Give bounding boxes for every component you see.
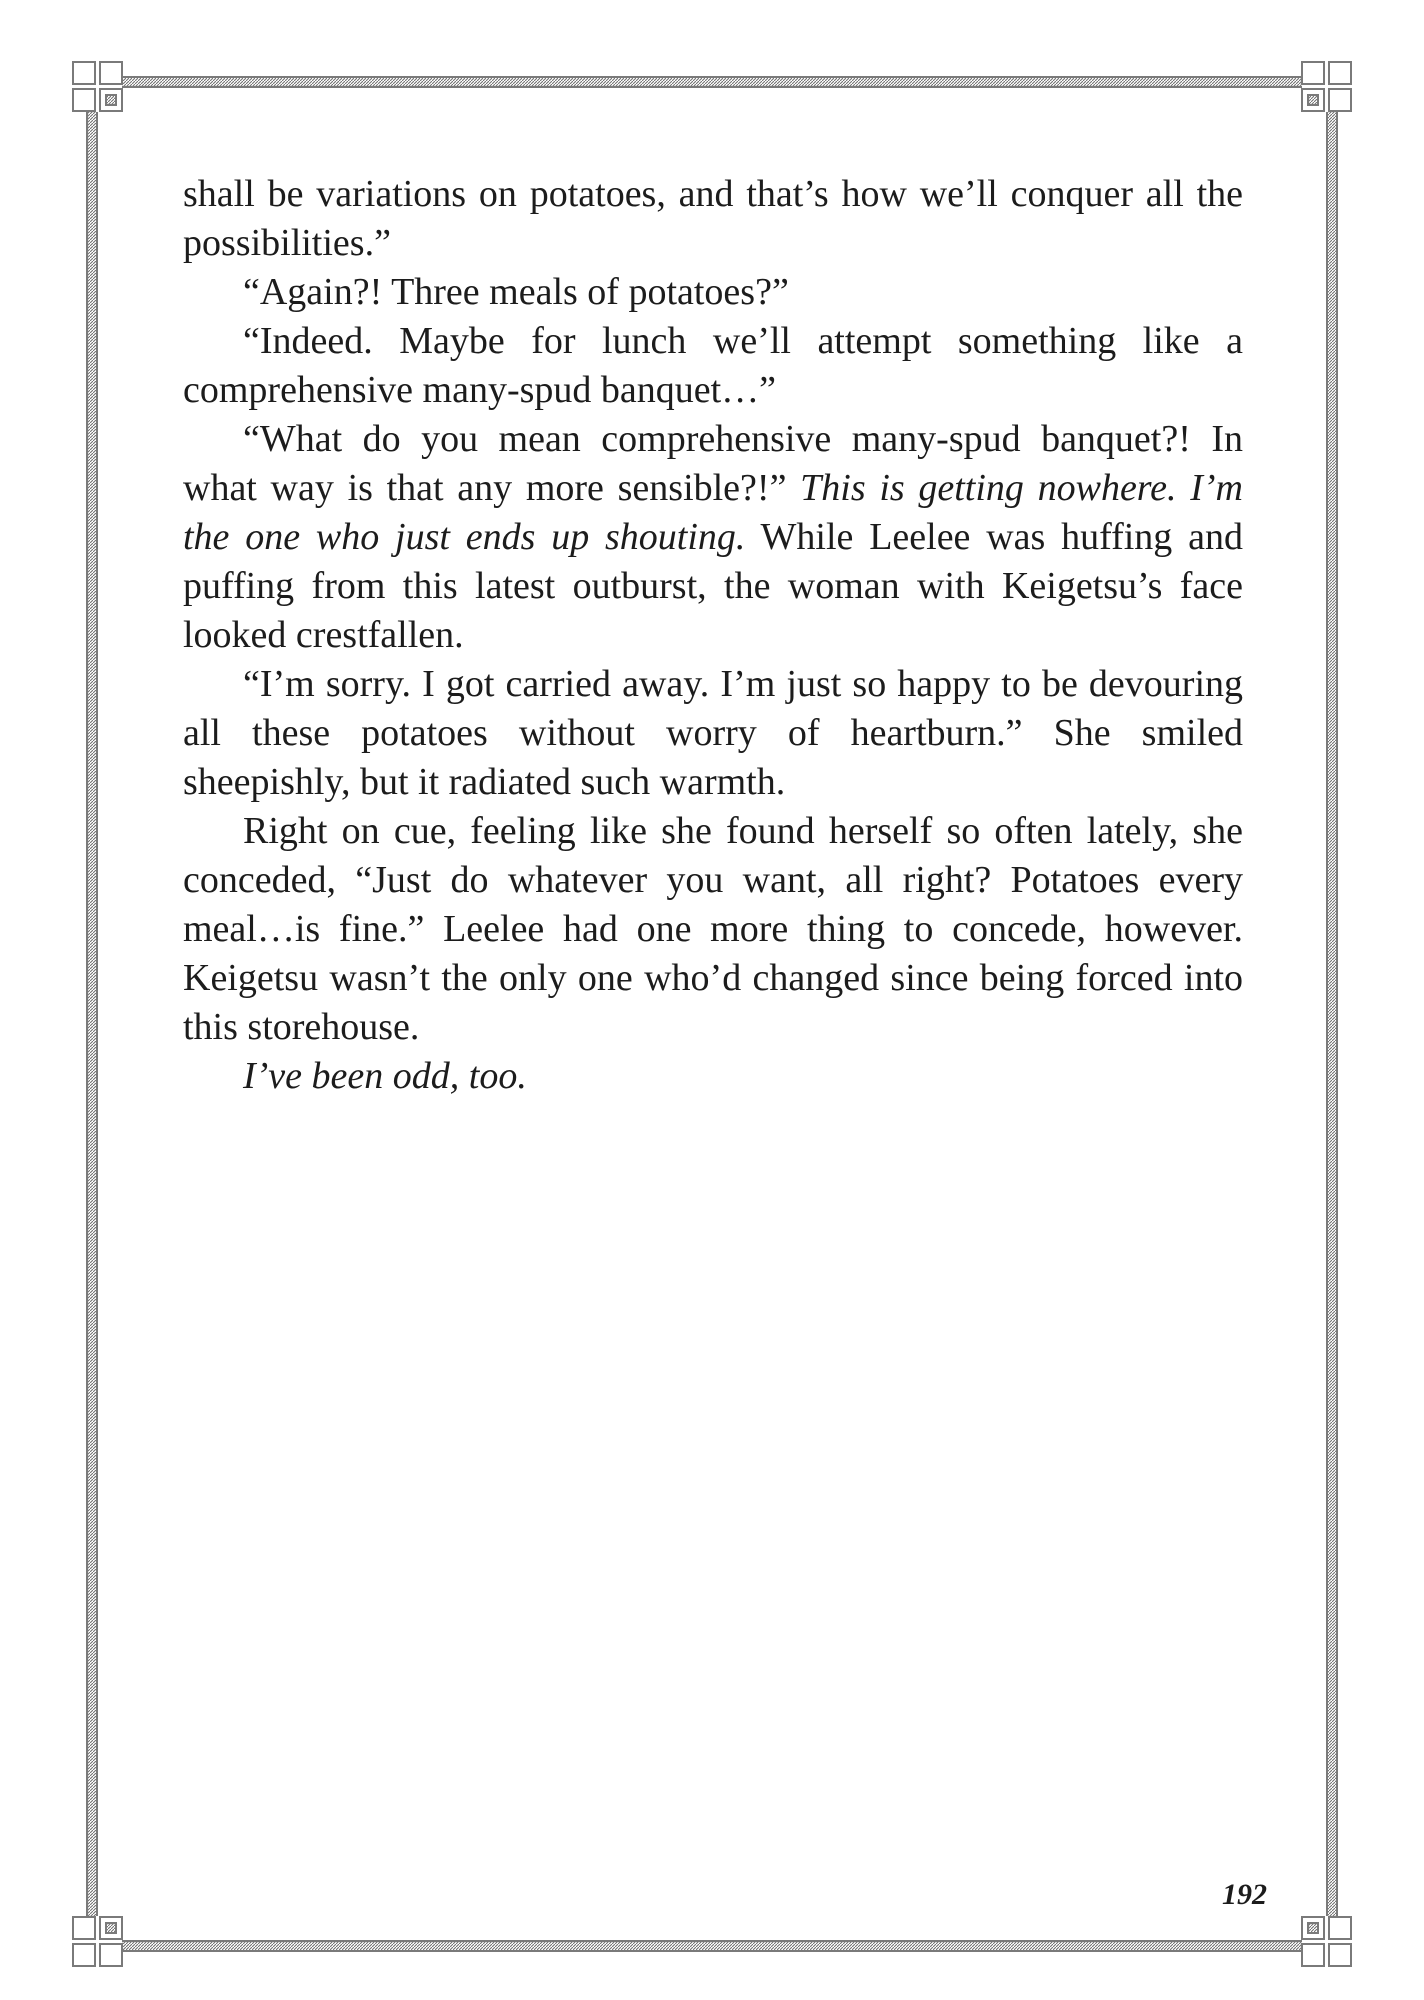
text-run: “I’m sorry. I got carried away. I’m just so happy to be devouring all these potatoes without worry of heartburn.” She smiled sheepishly, but it radiated such warmth.	[183, 663, 1243, 803]
text-run: Right on cue, feeling like she found herself so often lately, she conceded, “Just do whatever you want, all right? Potatoes every meal…is fine.” Leelee had one more thing to concede, however. Keigetsu wasn’t the only one who’d changed since being forced into this storehouse.	[183, 810, 1243, 1048]
text-run: “Again?! Three meals of potatoes?”	[243, 271, 789, 313]
paragraph	[183, 415, 1243, 660]
corner-ornament-bottom-right	[1302, 1917, 1351, 1966]
text-run: “Indeed. Maybe for lunch we’ll attempt something like a comprehensive many-spud banquet…”	[183, 320, 1243, 411]
paragraph	[183, 268, 1243, 317]
paragraph	[183, 170, 1243, 268]
paragraph	[183, 807, 1243, 1052]
page-number: 192	[1222, 1878, 1267, 1911]
text-run: “What do you mean comprehensive many-spud banquet?! In what way is that any more sensible?!”	[183, 418, 1243, 509]
italic-text-run: This is getting nowhere. I’m the one who just ends up shouting.	[183, 467, 1243, 558]
paragraph	[183, 317, 1243, 415]
corner-ornament-bottom-left	[73, 1917, 122, 1966]
corner-ornament-top-left	[73, 62, 122, 111]
text-run: shall be variations on potatoes, and that’s how we’ll conquer all the possibilities.”	[183, 173, 1243, 264]
corner-ornament-top-right	[1302, 62, 1351, 111]
paragraph	[183, 1052, 1243, 1101]
body-text	[183, 170, 1243, 1101]
italic-text-run: I’ve been odd, too.	[243, 1055, 527, 1097]
paragraph	[183, 660, 1243, 807]
text-run: While Leelee was huffing and puffing from this latest outburst, the woman with Keigetsu’s face looked crestfallen.	[183, 516, 1243, 656]
